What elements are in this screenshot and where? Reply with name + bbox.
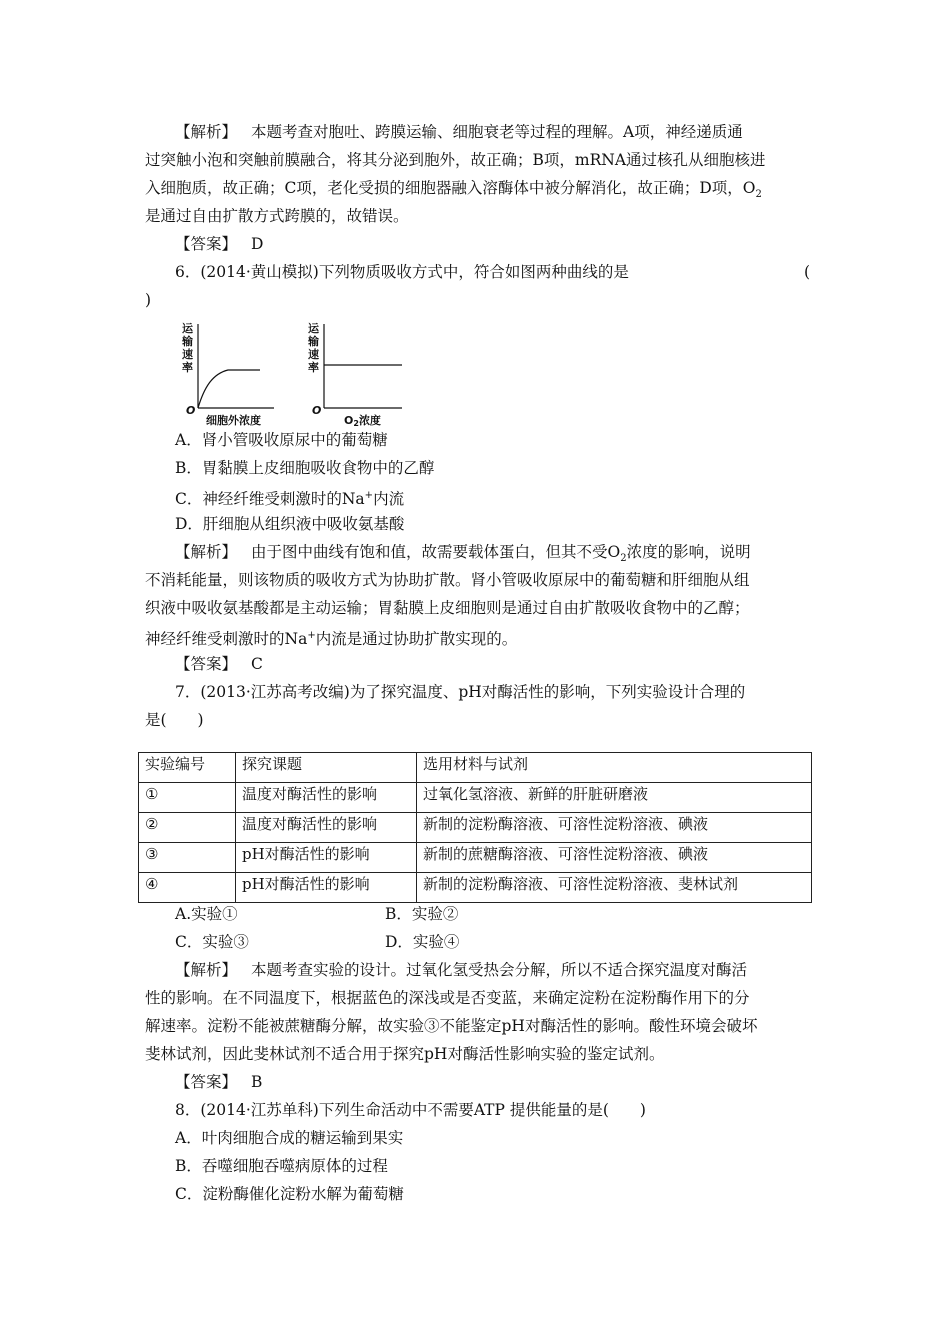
q6-paren-close: )	[145, 291, 152, 309]
q7-option-d: D．实验④	[385, 933, 460, 951]
ylabel-char: 速	[308, 348, 319, 361]
table-cell: 温度对酶活性的影响	[236, 813, 417, 843]
table-header-cell: 实验编号	[139, 753, 236, 783]
table-cell: 新制的淀粉酶溶液、可溶性淀粉溶液、斐林试剂	[417, 873, 812, 903]
answer-tag: 【答案】	[175, 655, 238, 673]
chart-left	[170, 318, 290, 434]
answer-tag: 【答案】	[175, 1073, 238, 1091]
table-header-row	[139, 753, 812, 783]
table-cell: pH对酶活性的影响	[236, 873, 417, 903]
ylabel-char: 速	[182, 348, 193, 361]
q7-analysis-line-2: 性的影响。在不同温度下，根据蓝色的深浅或是否变蓝，来确定淀粉在淀粉酶作用下的分	[145, 989, 750, 1007]
table-cell: ④	[139, 873, 236, 903]
q5-analysis-line-1: 【解析】 本题考查对胞吐、跨膜运输、细胞衰老等过程的理解。A项，神经递质通	[175, 123, 743, 141]
table-cell: 过氧化氢溶液、新鲜的肝脏研磨液	[417, 783, 812, 813]
origin-label: O	[312, 404, 322, 417]
q6-stem: 6．(2014·黄山模拟)下列物质吸收方式中，符合如图两种曲线的是	[175, 263, 629, 281]
saturation-curve	[198, 370, 260, 408]
q8-option-a: A．叶肉细胞合成的糖运输到果实	[175, 1129, 404, 1147]
q5-analysis-line-2: 过突触小泡和突触前膜融合，将其分泌到胞外，故正确；B项，mRNA通过核孔从细胞核进	[145, 151, 766, 169]
q7-answer	[175, 1072, 262, 1092]
answer-value: B	[251, 1073, 263, 1091]
q7-analysis-line-1: 【解析】 本题考查实验的设计。过氧化氢受热会分解，所以不适合探究温度对酶活	[175, 961, 748, 979]
q5-analysis-line-3: 入细胞质，故正确；C项，老化受损的细胞器融入溶酶体中被分解消化，故正确；D项，$O_2$	[145, 179, 762, 201]
answer-tag: 【答案】	[175, 235, 238, 253]
table-row	[139, 843, 812, 873]
q6-option-b: B．胃黏膜上皮细胞吸收食物中的乙醇	[175, 459, 435, 477]
q6-paren-open: (	[804, 263, 811, 281]
table-row	[139, 813, 812, 843]
table-row	[139, 873, 812, 903]
ylabel-char: 输	[182, 335, 193, 348]
q6-analysis-line-3: 织液中吸收氨基酸都是主动运输；胃黏膜上皮细胞则是通过自由扩散吸收食物中的乙醇；	[145, 599, 750, 617]
origin-label: O	[186, 404, 196, 417]
answer-value: D	[251, 235, 264, 253]
q6-option-c: C．神经纤维受刺激时的Na+内流	[175, 490, 405, 509]
table-cell: 温度对酶活性的影响	[236, 783, 417, 813]
table-cell: ③	[139, 843, 236, 873]
q7-stem-line-2: 是( )	[145, 711, 204, 729]
q8-option-c: C．淀粉酶催化淀粉水解为葡萄糖	[175, 1185, 404, 1203]
q5-analysis-line-4: 是通过自由扩散方式跨膜的，故错误。	[145, 207, 409, 225]
q7-option-c: C．实验③	[175, 933, 249, 951]
q7-analysis-line-3: 解速率。淀粉不能被蔗糖酶分解，故实验③不能鉴定pH对酶活性的影响。酸性环境会破坏	[145, 1017, 758, 1035]
analysis-tag: 【解析】	[175, 123, 238, 141]
table-cell: ①	[139, 783, 236, 813]
q8-option-b: B．吞噬细胞吞噬病原体的过程	[175, 1157, 388, 1175]
x-axis-label: O2浓度	[344, 414, 381, 428]
q6-analysis-line-1: 【解析】 由于图中曲线有饱和值，故需要载体蛋白，但其不受$O_2$浓度的影响，说明	[175, 543, 751, 565]
analysis-tag: 【解析】	[175, 543, 238, 561]
table-header-cell: 选用材料与试剂	[417, 753, 812, 783]
table-row	[139, 783, 812, 813]
q7-stem-line-1: 7．(2013·江苏高考改编)为了探究温度、pH对酶活性的影响，下列实验设计合理的	[175, 683, 746, 701]
ylabel-char: 运	[182, 322, 193, 335]
chart-right	[296, 318, 416, 434]
q6-option-a: A．肾小管吸收原尿中的葡萄糖	[175, 431, 388, 449]
q5-answer	[175, 234, 263, 254]
ylabel-char: 率	[182, 361, 193, 374]
q6-analysis-line-4: 神经纤维受刺激时的Na+内流是通过协助扩散实现的。	[145, 630, 518, 649]
q6-analysis-line-2: 不消耗能量，则该物质的吸收方式为协助扩散。肾小管吸收原尿中的葡萄糖和肝细胞从组	[145, 571, 750, 589]
q7-option-b: B．实验②	[385, 905, 459, 923]
x-axis-label: 细胞外浓度	[206, 414, 261, 427]
ylabel-char: 运	[308, 322, 319, 335]
table-cell: pH对酶活性的影响	[236, 843, 417, 873]
table-cell: 新制的淀粉酶溶液、可溶性淀粉溶液、碘液	[417, 813, 812, 843]
q6-option-d: D．肝细胞从组织液中吸收氨基酸	[175, 515, 405, 533]
q7-option-a: A.实验①	[175, 905, 238, 923]
q8-stem: 8．(2014·江苏单科)下列生命活动中不需要ATP 提供能量的是( )	[175, 1101, 646, 1119]
analysis-tag: 【解析】	[175, 961, 238, 979]
q7-analysis-line-4: 斐林试剂，因此斐林试剂不适合用于探究pH对酶活性影响实验的鉴定试剂。	[145, 1045, 665, 1063]
ylabel-char: 率	[308, 361, 319, 374]
ylabel-char: 输	[308, 335, 319, 348]
answer-value: C	[251, 655, 263, 673]
table-cell: 新制的蔗糖酶溶液、可溶性淀粉溶液、碘液	[417, 843, 812, 873]
experiment-table	[138, 752, 812, 903]
table-header-cell: 探究课题	[236, 753, 417, 783]
table-cell: ②	[139, 813, 236, 843]
q6-answer	[175, 654, 263, 674]
